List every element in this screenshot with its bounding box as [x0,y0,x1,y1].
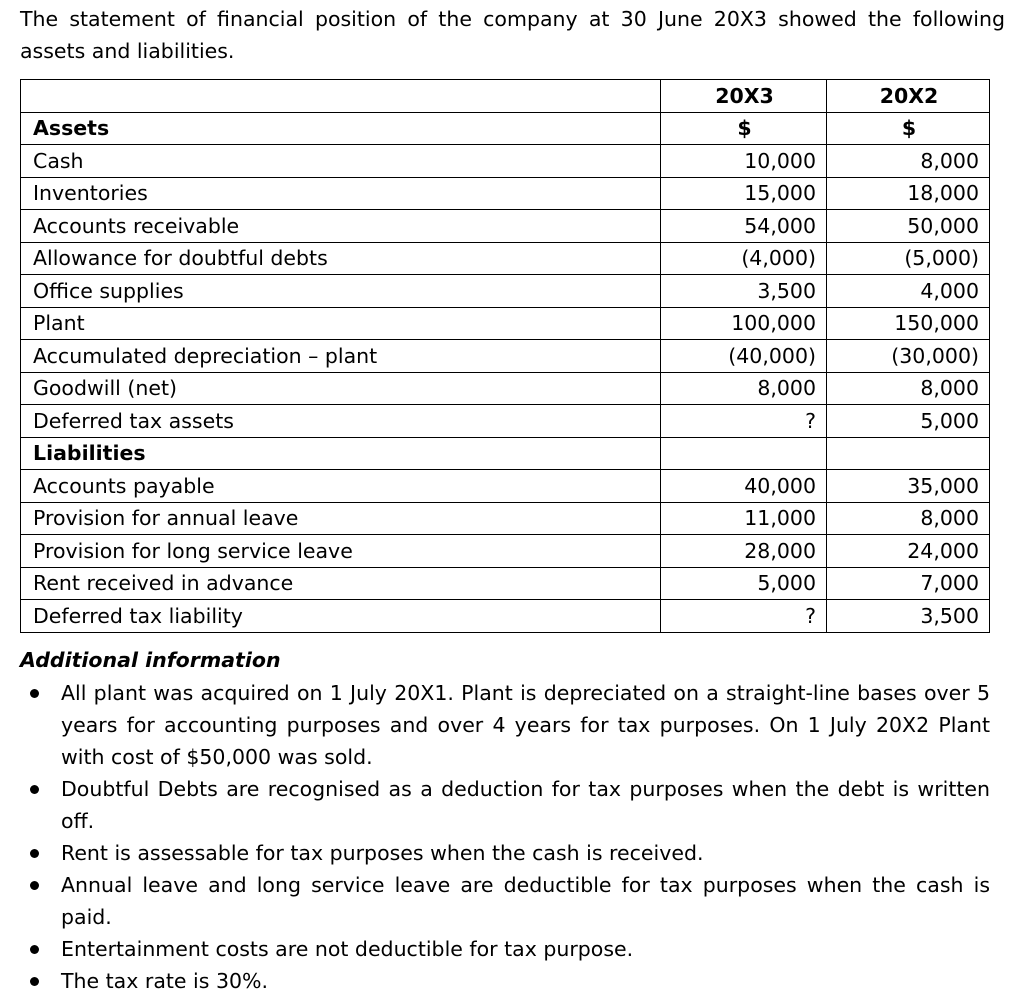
liability-label: Provision for long service leave [21,535,661,568]
value-20x2: 4,000 [827,275,990,308]
assets-heading-row [21,112,990,145]
bullet-icon [27,677,41,709]
table-header-row [21,80,990,113]
additional-information-heading: Additional information [20,648,281,672]
additional-info-text: Entertainment costs are not deductible for tax purpose. [61,937,634,961]
additional-information-list [0,677,990,997]
year-header-20x3: 20X3 [661,80,827,113]
asset-row [21,275,990,308]
value-20x3: 3,500 [661,275,827,308]
asset-row [21,145,990,178]
value-20x3: 54,000 [661,210,827,243]
asset-row [21,210,990,243]
header-blank-cell [21,80,661,113]
value-20x2: 18,000 [827,177,990,210]
value-20x2: 5,000 [827,405,990,438]
intro-paragraph: The statement of financial position of the company at 30 June 20X3 showed the following assets and liabilities. [20,7,1005,63]
value-20x2: 35,000 [827,470,990,503]
bullet-icon [27,869,41,901]
value-20x3: (4,000) [661,242,827,275]
asset-label: Cash [21,145,661,178]
asset-label: Accounts receivable [21,210,661,243]
value-20x2: 7,000 [827,567,990,600]
additional-info-item [0,965,990,997]
asset-row [21,242,990,275]
value-20x3: 11,000 [661,502,827,535]
asset-label: Deferred tax assets [21,405,661,438]
liability-row [21,535,990,568]
liability-row [21,502,990,535]
value-20x2: 24,000 [827,535,990,568]
bullet-icon [27,965,41,997]
value-20x2: 3,500 [827,600,990,633]
currency-20x3: $ [661,112,827,145]
value-20x2: 50,000 [827,210,990,243]
value-20x3: 28,000 [661,535,827,568]
value-20x2: 8,000 [827,502,990,535]
value-20x2: 8,000 [827,145,990,178]
asset-label: Allowance for doubtful debts [21,242,661,275]
value-20x3: 40,000 [661,470,827,503]
additional-info-item [0,773,990,837]
value-20x3: 8,000 [661,372,827,405]
value-20x3: ? [661,405,827,438]
additional-info-item [0,837,990,869]
liability-label: Provision for annual leave [21,502,661,535]
liabilities-heading: Liabilities [21,437,661,470]
additional-info-text: Doubtful Debts are recognised as a deduction for tax purposes when the debt is written off. [61,777,990,833]
liability-row [21,567,990,600]
asset-label: Plant [21,307,661,340]
asset-row [21,340,990,373]
blank-cell [827,437,990,470]
asset-label: Goodwill (net) [21,372,661,405]
liability-label: Deferred tax liability [21,600,661,633]
value-20x2: 150,000 [827,307,990,340]
asset-row [21,177,990,210]
value-20x3: 15,000 [661,177,827,210]
value-20x2: 8,000 [827,372,990,405]
currency-20x2: $ [827,112,990,145]
liability-row [21,470,990,503]
additional-info-text: Annual leave and long service leave are deductible for tax purposes when the cash is paid. [61,873,990,929]
additional-info-item [0,677,990,773]
year-header-20x2: 20X2 [827,80,990,113]
liability-row [21,600,990,633]
asset-label: Inventories [21,177,661,210]
liability-label: Accounts payable [21,470,661,503]
liabilities-heading-row [21,437,990,470]
value-20x3: (40,000) [661,340,827,373]
bullet-icon [27,837,41,869]
liability-label: Rent received in advance [21,567,661,600]
asset-row [21,372,990,405]
additional-info-text: Rent is assessable for tax purposes when the cash is received. [61,841,704,865]
value-20x3: ? [661,600,827,633]
value-20x3: 10,000 [661,145,827,178]
additional-info-text: The tax rate is 30%. [61,969,269,993]
financial-position-table [20,79,990,633]
value-20x2: (5,000) [827,242,990,275]
assets-heading: Assets [21,112,661,145]
bullet-icon [27,773,41,805]
asset-row [21,307,990,340]
asset-label: Office supplies [21,275,661,308]
asset-row [21,405,990,438]
value-20x3: 100,000 [661,307,827,340]
additional-info-text: All plant was acquired on 1 July 20X1. Plant is depreciated on a straight-line bases over 5 years for accounting purposes and over 4 years for tax purposes. On 1 July 20X2 Plant with cost of $50,000 was sold. [61,681,990,769]
blank-cell [661,437,827,470]
value-20x3: 5,000 [661,567,827,600]
value-20x2: (30,000) [827,340,990,373]
additional-info-item [0,869,990,933]
additional-info-item [0,933,990,965]
asset-label: Accumulated depreciation – plant [21,340,661,373]
bullet-icon [27,933,41,965]
